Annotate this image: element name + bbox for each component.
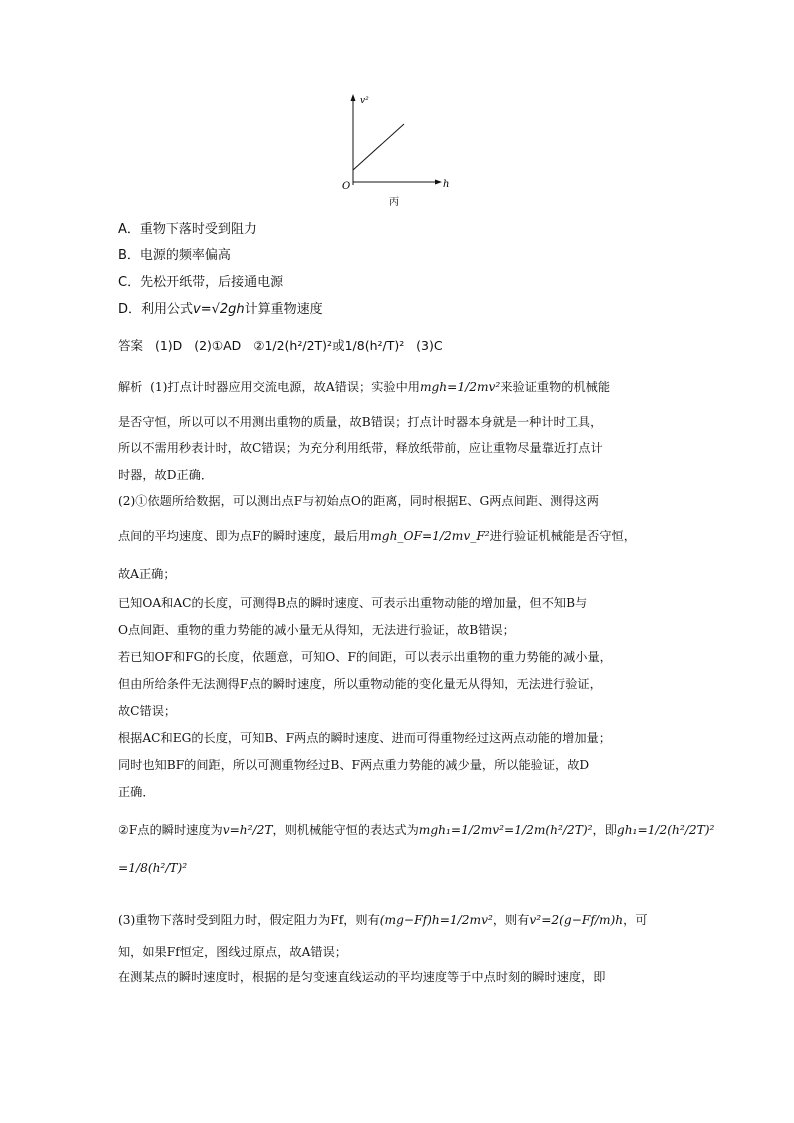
y-axis-arrow [351, 94, 356, 101]
graph-line [353, 124, 404, 170]
answer-formula-1: 1/2(h²/2T)² [264, 338, 333, 353]
answer-label: 答案 [118, 338, 144, 353]
analysis-line-11: 但由所给条件无法测得F点的瞬时速度，所以重物动能的变化量无从得知，无法进行验证， [118, 677, 602, 691]
analysis-line-1: 解析 (1)打点计时器应用交流电源，故A错误；实验中用mgh=1/2mv²来验证重物的机械能 [118, 380, 611, 394]
analysis-label: 解析 [118, 380, 143, 394]
analysis-line-12: 故C错误； [118, 704, 177, 718]
analysis-line-15: 正确． [118, 785, 155, 799]
analysis-line-3: 所以不需用秒表计时，故C错误；为充分利用纸带，释放纸带前，应让重物尽量靠近打点计 [118, 441, 603, 455]
analysis-line-2: 是否守恒，所以可以不用测出重物的质量，故B错误；打点计时器本身就是一种计时工具， [118, 415, 603, 429]
analysis-line-17: =1/8(h²/T)² [118, 861, 188, 875]
answer-line: 答案 (1)D (2)①AD ②1/2(h²/2T)²或1/8(h²/T)² (3)C [118, 338, 443, 353]
analysis-line-18: (3)重物下落时受到阻力时，假定阻力为Ff，则有(mg−Ff)h=1/2mv²，则有v²=2(g−Ff/m)h，可 [118, 913, 648, 927]
analysis-line-9: O点间距、重物的重力势能的减小量无从得知，无法进行验证，故B错误； [118, 623, 515, 637]
option-c: C．先松开纸带，后接通电源 [118, 275, 284, 290]
analysis-line-8: 已知OA和AC的长度，可测得B点的瞬时速度、可表示出重物动能的增加量，但不知B与 [118, 596, 588, 610]
analysis-line-13: 根据AC和EG的长度，可知B、F两点的瞬时速度、进而可得重物经过这两点动能的增加量； [118, 731, 611, 745]
figure-caption: 丙 [389, 197, 399, 208]
v2-h-graph [330, 90, 460, 210]
analysis-line-4: 时器，故D正确． [118, 468, 214, 482]
analysis-line-19: 知，如果Ff恒定，图线过原点，故A错误； [118, 945, 347, 959]
analysis-line-10: 若已知OF和FG的长度，依题意，可知O、F的间距，可以表示出重物的重力势能的减小量， [118, 650, 612, 664]
answer-formula-2: 1/8(h²/T)² [344, 338, 405, 353]
analysis-line-14: 同时也知BF的间距，所以可测重物经过B、F两点重力势能的减少量，所以能验证，故D [118, 758, 590, 772]
origin-label: O [342, 181, 351, 192]
option-d: D．利用公式v=√2gh计算重物速度 [118, 302, 323, 317]
y-axis-label: v² [360, 96, 369, 106]
option-b: B．电源的频率偏高 [118, 248, 231, 263]
analysis-line-7: 故A正确； [118, 567, 176, 581]
analysis-line-6: 点间的平均速度、即为点F的瞬时速度，最后用mgh_OF=1/2mv_F²进行验证机械能是否守恒， [118, 529, 636, 543]
analysis-line-5: (2)①依题所给数据，可以测出点F与初始点O的距离，同时根据E、G两点间距、测得这两 [118, 494, 599, 508]
x-axis-label: h [443, 179, 450, 190]
x-axis-arrow [435, 180, 442, 185]
analysis-line-16: ②F点的瞬时速度为v=h²/2T，则机械能守恒的表达式为mgh₁=1/2mv²=1/2m(h²/2T)²，即gh₁=1/2(h²/2T)² [118, 823, 715, 837]
analysis-line-20: 在测某点的瞬时速度时，根据的是匀变速直线运动的平均速度等于中点时刻的瞬时速度，即 [118, 970, 606, 984]
option-a: A．重物下落时受到阻力 [118, 222, 257, 237]
option-d-formula: v=√2gh [193, 302, 245, 317]
